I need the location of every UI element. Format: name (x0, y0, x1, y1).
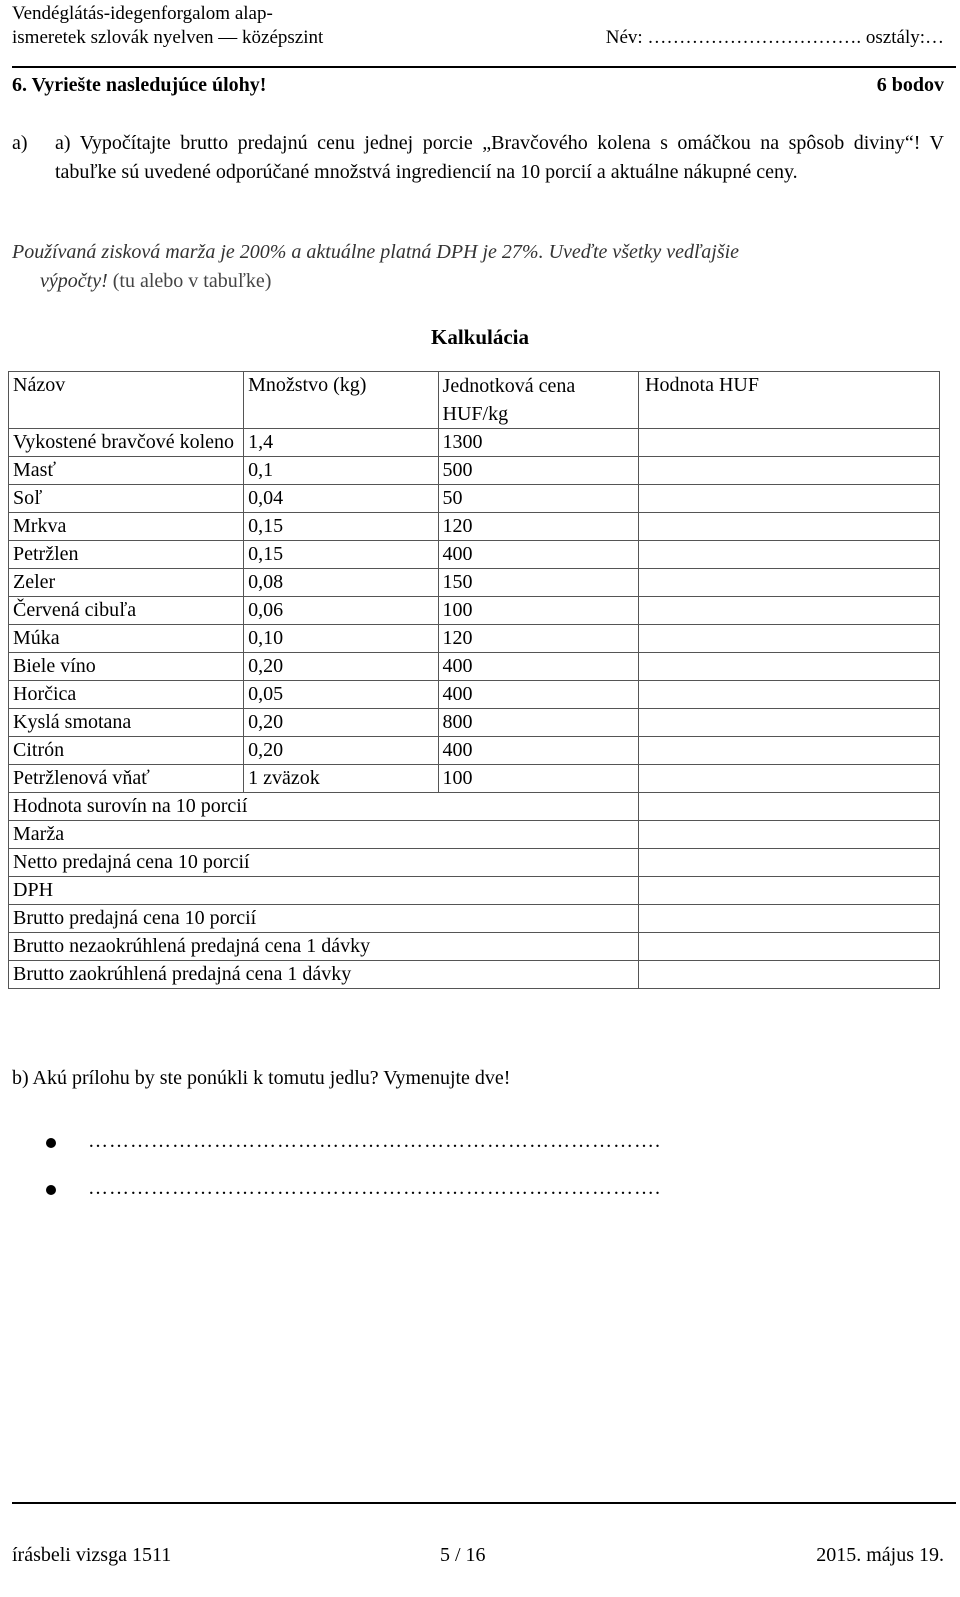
summary-row (9, 821, 940, 849)
header-unit-price: Jednotková cena HUF/kg (438, 372, 639, 429)
header-divider (12, 66, 956, 68)
header-value (639, 372, 940, 429)
bullet-icon (46, 1138, 56, 1148)
table-row (9, 681, 940, 709)
table-row (9, 513, 940, 541)
summary-label: Hodnota surovín na 10 porcií (9, 793, 639, 821)
ingredient-value-cell[interactable] (639, 653, 940, 681)
table-row (9, 569, 940, 597)
summary-row (9, 933, 940, 961)
task-title: 6. Vyriešte nasledujúce úlohy! (12, 74, 267, 96)
table-row (9, 709, 940, 737)
table-title: Kalkulácia (430, 325, 530, 349)
ingredient-amount: 0,15 (244, 541, 438, 569)
ingredient-unit-price: 400 (438, 681, 639, 709)
ingredient-name: Mrkva (9, 513, 244, 541)
header-line2: ismeretek szlovák nyelven — középszint (12, 27, 324, 48)
ingredient-unit-price: 400 (438, 737, 639, 765)
ingredient-value-cell[interactable] (639, 709, 940, 737)
header-line1: Vendéglátás-idegenforgalom alap- (12, 3, 273, 24)
ingredient-unit-price: 1300 (438, 429, 639, 457)
table-row (9, 541, 940, 569)
ingredient-unit-price: 120 (438, 625, 639, 653)
ingredient-name: Horčica (9, 681, 244, 709)
ingredient-amount: 1,4 (244, 429, 438, 457)
ingredient-name: Červená cibuľa (9, 597, 244, 625)
summary-value-cell[interactable] (639, 793, 940, 821)
ingredient-amount: 0,08 (244, 569, 438, 597)
summary-row (9, 905, 940, 933)
header-subject (12, 2, 323, 50)
summary-label: Brutto zaokrúhlená predajná cena 1 dávky (9, 961, 639, 989)
summary-value-cell[interactable] (639, 905, 940, 933)
header-value-label: Hodnota HUF (645, 374, 759, 396)
part-a-conditions (12, 238, 944, 296)
conditions-line1: Používaná zisková marža je 200% a aktuálne platná DPH je 27%. Uveďte všetky vedľajšie (12, 241, 740, 263)
ingredient-name: Petržlen (9, 541, 244, 569)
footer-page-number: 5 / 16 (440, 1544, 486, 1566)
task-points: 6 bodov (876, 74, 944, 96)
ingredient-name: Kyslá smotana (9, 709, 244, 737)
ingredient-name: Petržlenová vňať (9, 765, 244, 793)
summary-row (9, 961, 940, 989)
ingredient-unit-price: 800 (438, 709, 639, 737)
ingredient-value-cell[interactable] (639, 485, 940, 513)
summary-label: DPH (9, 877, 639, 905)
summary-label: Brutto nezaokrúhlená predajná cena 1 dávky (9, 933, 639, 961)
ingredient-value-cell[interactable] (639, 513, 940, 541)
ingredient-amount: 0,06 (244, 597, 438, 625)
part-a-text: a) Vypočítajte brutto predajnú cenu jednej porcie „Bravčového kolena s omáčkou na spôsob diviny“! V tabuľke sú uvedené odporúčané množstvá ingrediencií na 10 porcií a aktuálne nákupné ceny. (55, 132, 944, 183)
ingredient-unit-price: 100 (438, 597, 639, 625)
summary-value-cell[interactable] (639, 961, 940, 989)
ingredient-amount: 0,10 (244, 625, 438, 653)
ingredient-amount: 0,04 (244, 485, 438, 513)
ingredient-unit-price: 400 (438, 653, 639, 681)
header-amount: Množstvo (kg) (244, 372, 438, 429)
table-row (9, 485, 940, 513)
table-row (9, 429, 940, 457)
ingredient-unit-price: 120 (438, 513, 639, 541)
summary-value-cell[interactable] (639, 849, 940, 877)
ingredient-unit-price: 100 (438, 765, 639, 793)
table-row (9, 597, 940, 625)
summary-label: Marža (9, 821, 639, 849)
ingredient-value-cell[interactable] (639, 429, 940, 457)
bullet-icon (46, 1185, 56, 1195)
ingredient-unit-price: 50 (438, 485, 639, 513)
ingredient-name: Soľ (9, 485, 244, 513)
calculation-table-body (9, 372, 940, 989)
ingredient-value-cell[interactable] (639, 569, 940, 597)
ingredient-name: Biele víno (9, 653, 244, 681)
summary-label: Brutto predajná cena 10 porcií (9, 905, 639, 933)
ingredient-value-cell[interactable] (639, 765, 940, 793)
table-row (9, 625, 940, 653)
conditions-line2 (12, 267, 944, 296)
ingredient-amount: 0,1 (244, 457, 438, 485)
footer-date: 2015. május 19. (816, 1544, 944, 1566)
table-header-row (9, 372, 940, 429)
ingredient-value-cell[interactable] (639, 625, 940, 653)
ingredient-name: Citrón (9, 737, 244, 765)
answer-line-2[interactable]: ………………………………………………………………………. (88, 1177, 661, 1199)
ingredient-name: Masť (9, 457, 244, 485)
summary-row (9, 877, 940, 905)
ingredient-value-cell[interactable] (639, 597, 940, 625)
table-row (9, 737, 940, 765)
table-row (9, 765, 940, 793)
header-name: Názov (9, 372, 244, 429)
summary-value-cell[interactable] (639, 933, 940, 961)
summary-row (9, 849, 940, 877)
ingredient-value-cell[interactable] (639, 737, 940, 765)
conditions-emphasis: výpočty! (40, 270, 108, 292)
footer-exam-code: írásbeli vizsga 1511 (12, 1544, 172, 1566)
ingredient-name: Vykostené bravčové koleno (9, 429, 244, 457)
ingredient-unit-price: 400 (438, 541, 639, 569)
answer-line-1[interactable]: ………………………………………………………………………. (88, 1130, 661, 1152)
table-row (9, 457, 940, 485)
table-row (9, 653, 940, 681)
ingredient-value-cell[interactable] (639, 681, 940, 709)
ingredient-name: Múka (9, 625, 244, 653)
calculation-table (8, 371, 940, 989)
part-a-instructions (12, 129, 944, 187)
ingredient-amount: 0,15 (244, 513, 438, 541)
ingredient-amount: 0,20 (244, 709, 438, 737)
ingredient-unit-price: 500 (438, 457, 639, 485)
ingredient-unit-price: 150 (438, 569, 639, 597)
footer-divider (12, 1502, 956, 1504)
ingredient-value-cell[interactable] (639, 541, 940, 569)
ingredient-amount: 0,20 (244, 653, 438, 681)
ingredient-amount: 0,20 (244, 737, 438, 765)
summary-value-cell[interactable] (639, 877, 940, 905)
part-b-question: b) Akú prílohu by ste ponúkli k tomutu jedlu? Vymenujte dve! (12, 1067, 511, 1089)
ingredient-amount: 1 zväzok (244, 765, 438, 793)
summary-row (9, 793, 940, 821)
summary-label: Netto predajná cena 10 porcií (9, 849, 639, 877)
ingredient-amount: 0,05 (244, 681, 438, 709)
ingredient-name: Zeler (9, 569, 244, 597)
header-name-field: Név: ……………………………. osztály:… (605, 27, 944, 48)
task-heading (12, 74, 944, 97)
ingredient-value-cell[interactable] (639, 457, 940, 485)
summary-value-cell[interactable] (639, 821, 940, 849)
part-a-label: a) (12, 132, 28, 154)
conditions-note: (tu alebo v tabuľke) (107, 270, 272, 292)
